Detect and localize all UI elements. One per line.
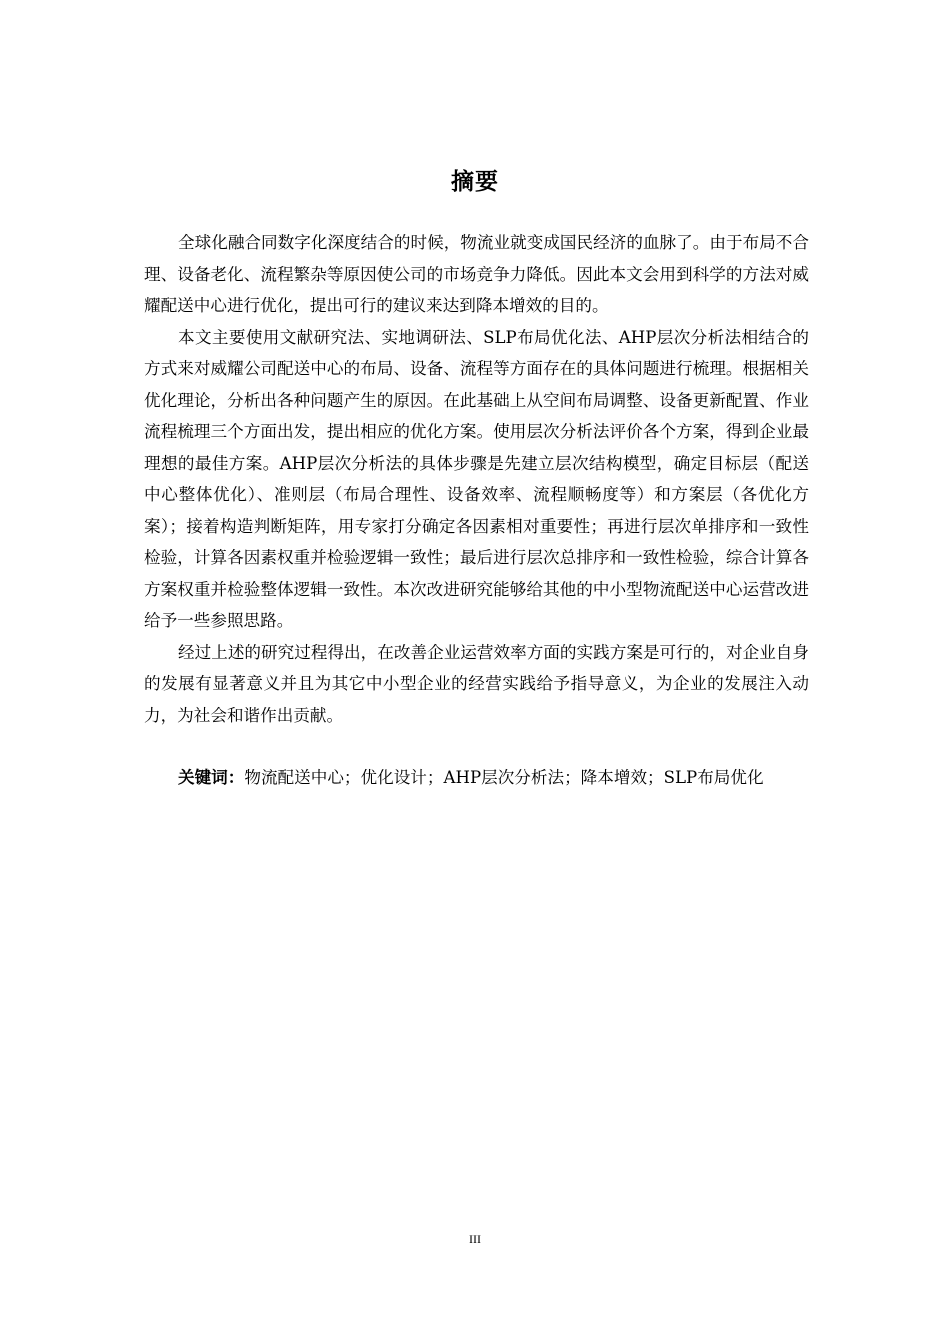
keywords-text: 物流配送中心；优化设计；AHP层次分析法；降本增效；SLP布局优化	[244, 768, 764, 787]
keywords-line	[144, 762, 809, 794]
page-number: III	[469, 1232, 481, 1246]
abstract-paragraph-3: 经过上述的研究过程得出，在改善企业运营效率方面的实践方案是可行的，对企业自身的发展有显著意义并且为其它中小型企业的经营实践给予指导意义，为企业的发展注入动力，为社会和谐作出贡献。	[144, 642, 809, 725]
abstract-title: 摘要	[451, 169, 499, 195]
abstract-body	[144, 227, 809, 794]
abstract-paragraph-1: 全球化融合同数字化深度结合的时候，物流业就变成国民经济的血脉了。由于布局不合理、设备老化、流程繁杂等原因使公司的市场竞争力降低。因此本文会用到科学的方法对威耀配送中心进行优化，提出可行的建议来达到降本增效的目的。	[144, 233, 809, 315]
abstract-paragraph-2: 本文主要使用文献研究法、实地调研法、SLP布局优化法、AHP层次分析法相结合的方式来对威耀公司配送中心的布局、设备、流程等方面存在的具体问题进行梳理。根据相关优化理论，分析出各种问题产生的原因。在此基础上从空间布局调整、设备更新配置、作业流程梳理三个方面出发，提出相应的优化方案。使用层次分析法评价各个方案，得到企业最理想的最佳方案。AHP层次分析法的具体步骤是先建立层次结构模型，确定目标层（配送中心整体优化）、准则层（布局合理性、设备效率、流程顺畅度等）和方案层（各优化方案）；接着构造判断矩阵，用专家打分确定各因素相对重要性；再进行层次单排序和一致性检验，计算各因素权重并检验逻辑一致性；最后进行层次总排序和一致性检验，综合计算各方案权重并检验整体逻辑一致性。本次改进研究能够给其他的中小型物流配送中心运营改进给予一些参照思路。	[144, 327, 809, 630]
keywords-label: 关键词：	[178, 768, 245, 787]
